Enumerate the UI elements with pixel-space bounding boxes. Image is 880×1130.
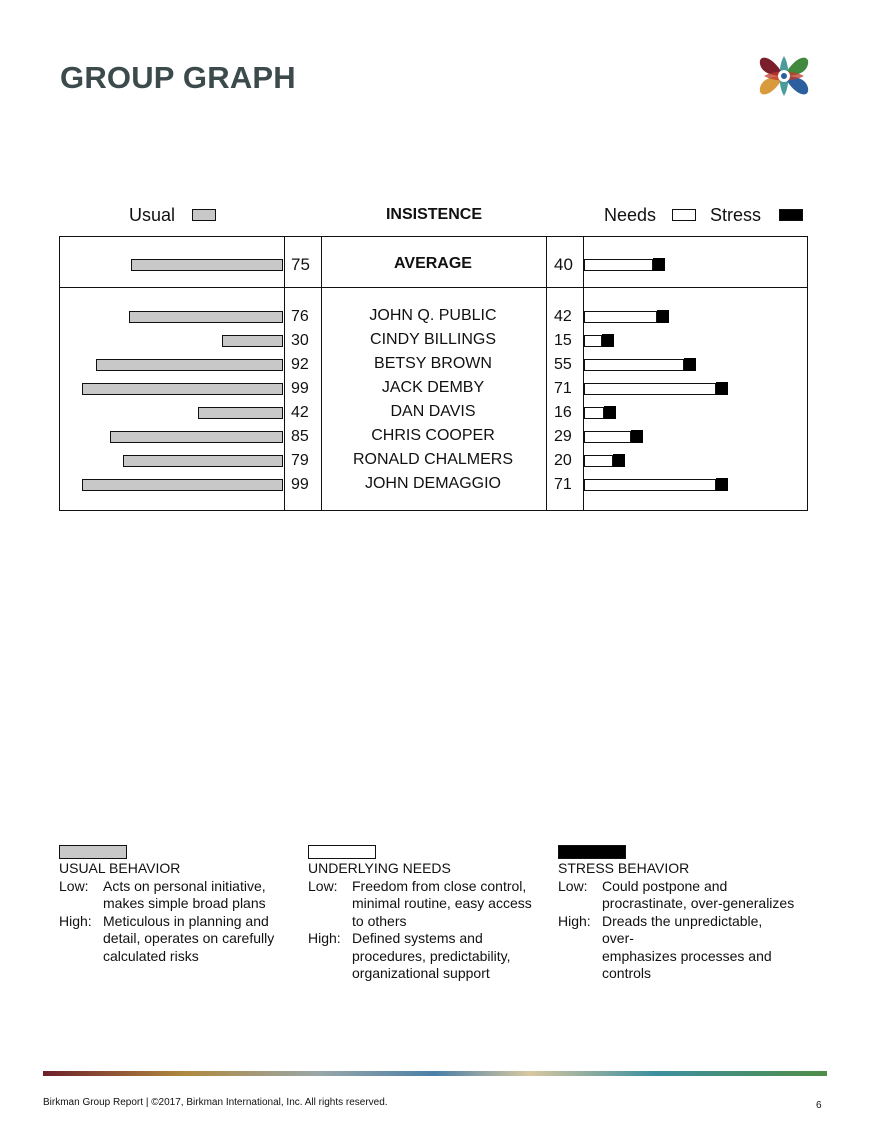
needs-bar xyxy=(584,383,716,395)
legend-title: STRESS BEHAVIOR xyxy=(558,860,690,876)
legend-high-key: High: xyxy=(308,930,341,946)
needs-bar xyxy=(584,335,602,347)
usual-legend-swatch xyxy=(192,209,216,221)
stress-header-label: Stress xyxy=(710,205,762,225)
legend-high-text: organizational support xyxy=(352,965,490,981)
person-row xyxy=(59,402,808,426)
usual-value-label: 99 xyxy=(291,380,309,397)
legend-swatch-needs xyxy=(308,845,376,859)
legend-low-text: procrastinate, over-generalizes xyxy=(602,895,795,911)
needs-bar xyxy=(584,479,716,491)
needs-bar xyxy=(584,359,684,371)
person-row xyxy=(59,474,808,498)
stress-marker xyxy=(716,478,728,491)
usual-bar xyxy=(198,407,283,419)
needs-legend-swatch xyxy=(672,209,696,221)
legend-title: USUAL BEHAVIOR xyxy=(59,860,181,876)
stress-marker xyxy=(613,454,625,467)
legend-low-text: makes simple broad plans xyxy=(103,895,266,911)
legend-low-key: Low: xyxy=(308,877,338,894)
person-row xyxy=(59,450,808,474)
usual-value-label: 76 xyxy=(291,308,309,325)
legend-low-text: Freedom from close control, xyxy=(352,877,527,894)
needs-value-label: 16 xyxy=(554,404,572,421)
legend-high-text: emphasizes processes and xyxy=(602,947,772,964)
usual-value-label: 42 xyxy=(291,404,309,421)
person-name: CINDY BILLINGS xyxy=(370,331,496,348)
needs-value-label: 29 xyxy=(554,428,572,445)
average-row xyxy=(59,254,808,278)
needs-value-label: 40 xyxy=(554,255,573,274)
legend-title: UNDERLYING NEEDS xyxy=(308,860,451,876)
person-name: DAN DAVIS xyxy=(390,403,476,420)
page-title: GROUP GRAPH xyxy=(60,60,296,95)
stress-marker xyxy=(631,430,643,443)
usual-bar xyxy=(131,259,283,271)
usual-value-label: 85 xyxy=(291,428,309,445)
usual-bar xyxy=(82,383,283,395)
needs-value-label: 55 xyxy=(554,356,572,373)
needs-bar xyxy=(584,407,604,419)
legend-underlying-needs xyxy=(308,845,548,983)
legend-high-key: High: xyxy=(558,912,591,929)
legend-high-text: detail, operates on carefully xyxy=(103,930,275,946)
legend-swatch-stress xyxy=(558,845,626,859)
needs-value-label: 42 xyxy=(554,308,572,325)
person-row xyxy=(59,354,808,378)
person-name: JOHN Q. PUBLIC xyxy=(369,307,497,324)
stress-marker xyxy=(684,358,696,371)
person-row xyxy=(59,306,808,330)
person-name: JACK DEMBY xyxy=(381,379,485,396)
usual-value-label: 75 xyxy=(291,255,310,274)
person-name: JOHN DEMAGGIO xyxy=(364,475,501,492)
needs-bar xyxy=(584,311,657,323)
usual-bar xyxy=(222,335,283,347)
needs-value-label: 15 xyxy=(554,332,572,349)
needs-bar xyxy=(584,259,653,271)
usual-bar xyxy=(129,311,283,323)
legend-high-text: controls xyxy=(602,965,652,981)
person-row xyxy=(59,426,808,450)
needs-header-label: Needs xyxy=(604,205,657,225)
usual-value-label: 99 xyxy=(291,476,309,493)
person-row xyxy=(59,330,808,354)
usual-header-label: Usual xyxy=(129,205,176,225)
legend-low-text: to others xyxy=(352,912,407,929)
legend-swatch-usual xyxy=(59,845,127,859)
legend-low-key: Low: xyxy=(558,877,588,894)
usual-bar xyxy=(82,479,283,491)
person-row xyxy=(59,378,808,402)
page-number: 6 xyxy=(816,1100,822,1111)
needs-value-label: 71 xyxy=(554,380,572,397)
person-name: RONALD CHALMERS xyxy=(352,451,514,468)
average-label: AVERAGE xyxy=(394,255,472,272)
insistence-header: INSISTENCE xyxy=(385,206,482,223)
needs-value-label: 20 xyxy=(554,452,572,469)
legend-low-text: Could postpone and xyxy=(602,877,728,894)
footer-copyright: Birkman Group Report | ©2017, Birkman International, Inc. All rights reserved. xyxy=(43,1097,388,1108)
person-name: BETSY BROWN xyxy=(374,355,492,372)
usual-bar xyxy=(96,359,283,371)
legend-low-text: Acts on personal initiative, xyxy=(103,877,266,894)
legend-high-text: Dreads the unpredictable, over- xyxy=(602,912,763,946)
birkman-logo-icon xyxy=(756,48,812,104)
legend-low-text: minimal routine, easy access xyxy=(352,895,532,911)
legend-usual-behavior xyxy=(59,845,299,965)
needs-bar xyxy=(584,431,631,443)
stress-marker xyxy=(602,334,614,347)
needs-value-label: 71 xyxy=(554,476,572,493)
usual-value-label: 30 xyxy=(291,332,309,349)
usual-bar xyxy=(123,455,283,467)
legend-stress-behavior xyxy=(558,845,798,983)
footer-color-bar xyxy=(43,1071,827,1076)
legend-high-text: Meticulous in planning and xyxy=(103,912,269,929)
usual-bar xyxy=(110,431,283,443)
legend-high-key: High: xyxy=(59,912,92,929)
stress-marker xyxy=(653,258,665,271)
average-divider xyxy=(59,287,808,288)
person-name: CHRIS COOPER xyxy=(371,427,495,444)
usual-value-label: 79 xyxy=(291,452,309,469)
legend-high-text: calculated risks xyxy=(103,947,199,964)
stress-marker xyxy=(716,382,728,395)
stress-marker xyxy=(604,406,616,419)
needs-bar xyxy=(584,455,613,467)
usual-value-label: 92 xyxy=(291,356,309,373)
stress-legend-swatch xyxy=(779,209,803,221)
legend-high-text: Defined systems and xyxy=(352,930,483,946)
stress-marker xyxy=(657,310,669,323)
legend-low-key: Low: xyxy=(59,877,89,894)
legend-high-text: procedures, predictability, xyxy=(352,947,511,964)
